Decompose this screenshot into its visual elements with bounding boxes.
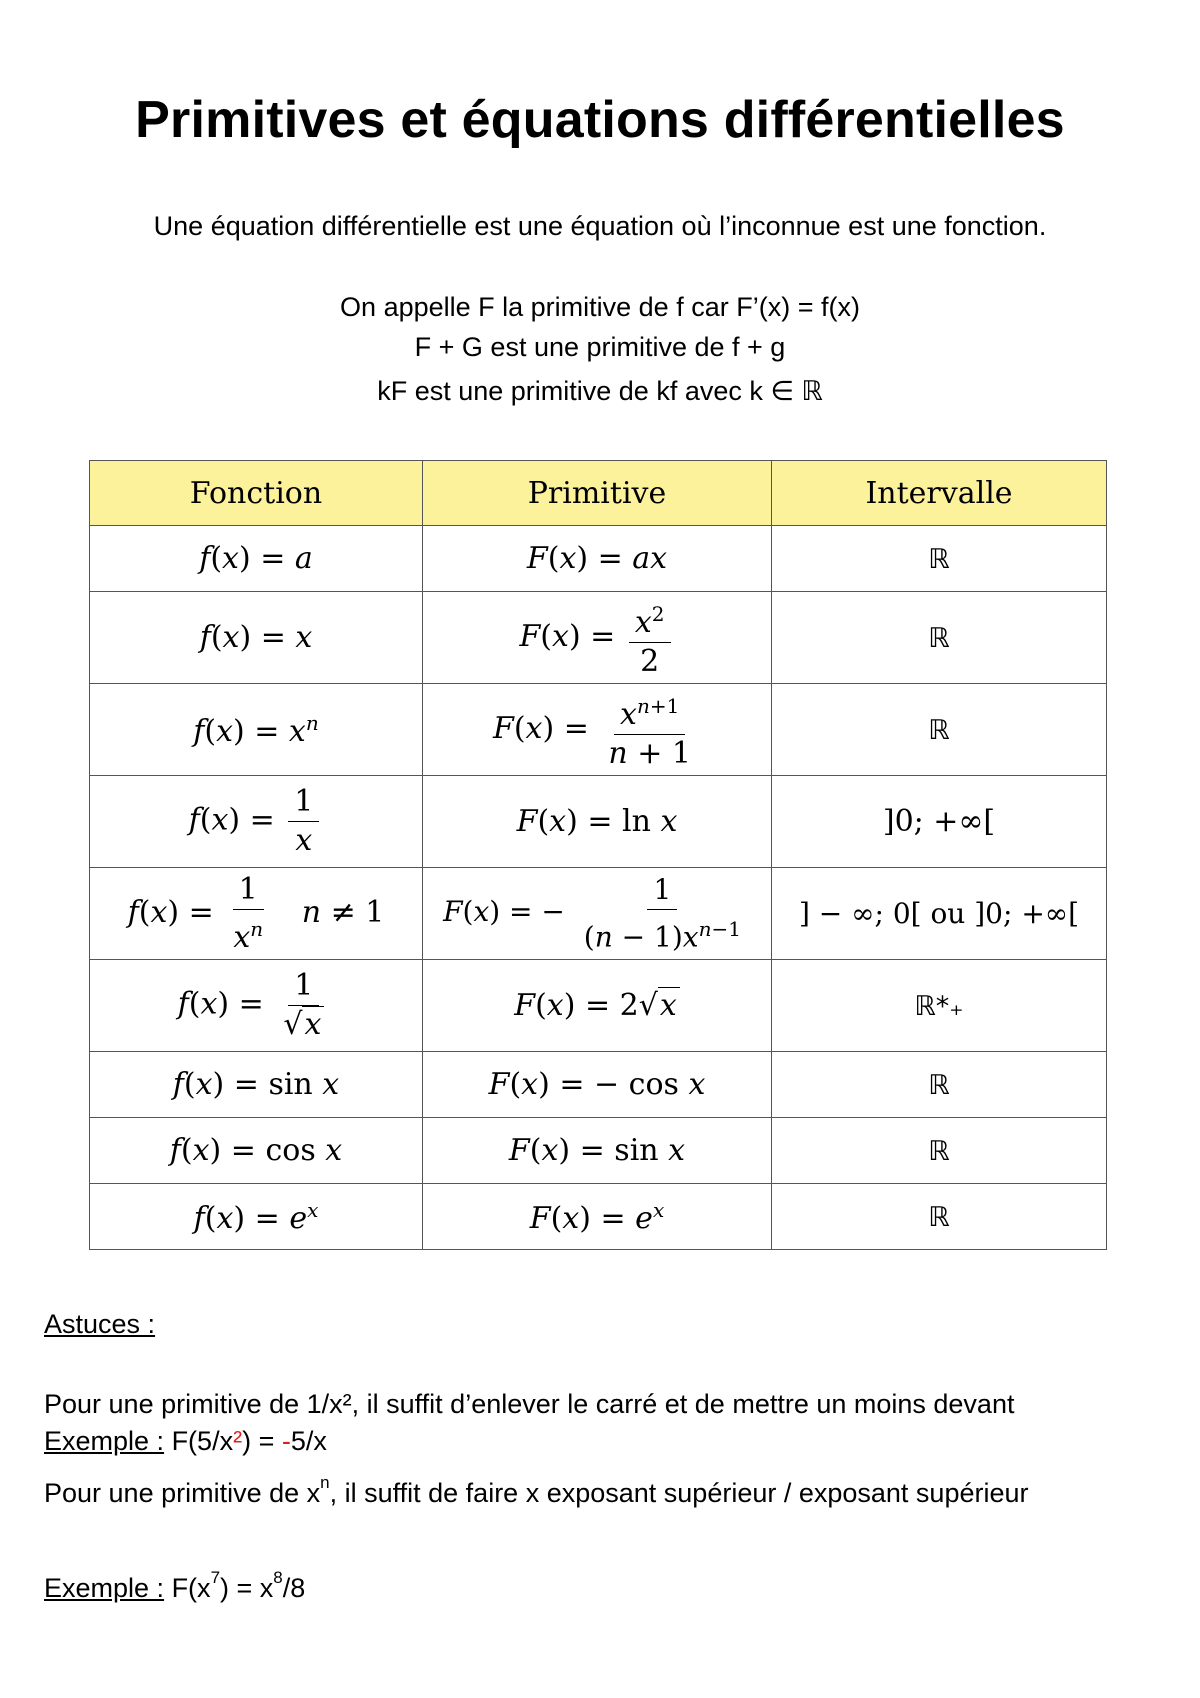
cell-primitive: F(x) = ax: [423, 526, 772, 592]
table-row: [90, 526, 1107, 592]
rule-scalar-text: kF est une primitive de kf avec k ∈: [377, 376, 802, 406]
header-fonction: Fonction: [90, 461, 423, 526]
table-row: [90, 960, 1107, 1052]
cell-fonction: f(x) = x: [90, 592, 423, 684]
example-inverse-square: Exemple : F(5/x²) = -5/x: [44, 1426, 327, 1456]
rule-sum: F + G est une primitive de f + g: [414, 332, 786, 362]
cell-intervalle: ℝ: [772, 1184, 1107, 1250]
table-row: [90, 776, 1107, 868]
primitives-table: [89, 460, 1107, 1250]
tip-inverse-square: Pour une primitive de 1/x², il suffit d’enlever le carré et de mettre un moins devant: [44, 1389, 1015, 1419]
cell-fonction: f(x) = $\frac{1}{√x}$: [90, 960, 423, 1052]
squared-mark: ²: [233, 1426, 243, 1456]
header-primitive: Primitive: [423, 461, 772, 526]
table-header-row: [90, 461, 1107, 526]
cell-fonction: f(x) = cos x: [90, 1118, 423, 1184]
cell-primitive: F(x) = $\frac{x^{n+1}}{n + 1}$: [423, 684, 772, 776]
cell-intervalle: ℝ: [772, 684, 1107, 776]
example-power: Exemple : $F(x^7) = x^8/8$: [44, 1568, 306, 1603]
cell-fonction: f(x) = a: [90, 526, 423, 592]
cell-intervalle: ℝ: [772, 1052, 1107, 1118]
astuces-heading: Astuces :: [44, 1309, 156, 1339]
table-row: [90, 1052, 1107, 1118]
cell-intervalle: ℝ: [772, 526, 1107, 592]
example-label: Exemple :: [44, 1573, 165, 1603]
page-title: Primitives et équations différentielles: [135, 91, 1065, 149]
cell-fonction: $f(x) = e^x$: [90, 1184, 423, 1250]
minus-mark: -: [281, 1426, 291, 1456]
cell-primitive: F(x) = − $\frac{1}{(n - 1)x^{n-1}}$: [423, 868, 772, 960]
table-row: [90, 1118, 1107, 1184]
cell-primitive: F(x) = 2√x: [423, 960, 772, 1052]
cell-fonction: $f(x) = x^n$: [90, 684, 423, 776]
cell-primitive: F(x) = $\frac{x^2}{2}$: [423, 592, 772, 684]
table-row: [90, 868, 1107, 960]
tip-power: Pour une primitive de $x^n$, il suffit de faire x exposant supérieur / exposant supérieur: [44, 1473, 1029, 1508]
table-row: [90, 1184, 1107, 1250]
cell-primitive: $F(x) = e^x$: [423, 1184, 772, 1250]
cell-intervalle: ℝ*₊: [772, 960, 1107, 1052]
table-row: [90, 592, 1107, 684]
header-intervalle: Intervalle: [772, 461, 1107, 526]
rule-scalar: [0, 373, 1200, 410]
cell-fonction: f(x) = sin x: [90, 1052, 423, 1118]
reals-symbol: ℝ: [801, 376, 823, 407]
cell-fonction: f(x) = $\frac{1}{x^n}$ n ≠ 1: [90, 868, 423, 960]
cell-intervalle: ℝ: [772, 592, 1107, 684]
table-row: [90, 684, 1107, 776]
cell-primitive: F(x) = ln x: [423, 776, 772, 868]
cell-fonction: f(x) = $\frac{1}{x}$: [90, 776, 423, 868]
intro-text: Une équation différentielle est une équation où l’inconnue est une fonction.: [153, 211, 1047, 241]
cell-intervalle: ℝ: [772, 1118, 1107, 1184]
example-label: Exemple :: [44, 1426, 165, 1456]
rule-primitive-definition: On appelle F la primitive de f car F’(x) = f(x): [340, 292, 860, 322]
cell-primitive: F(x) = sin x: [423, 1118, 772, 1184]
cell-primitive: F(x) = − cos x: [423, 1052, 772, 1118]
cell-intervalle: ]0; +∞[: [772, 776, 1107, 868]
cell-intervalle: ] − ∞; 0[ ou ]0; +∞[: [772, 868, 1107, 960]
